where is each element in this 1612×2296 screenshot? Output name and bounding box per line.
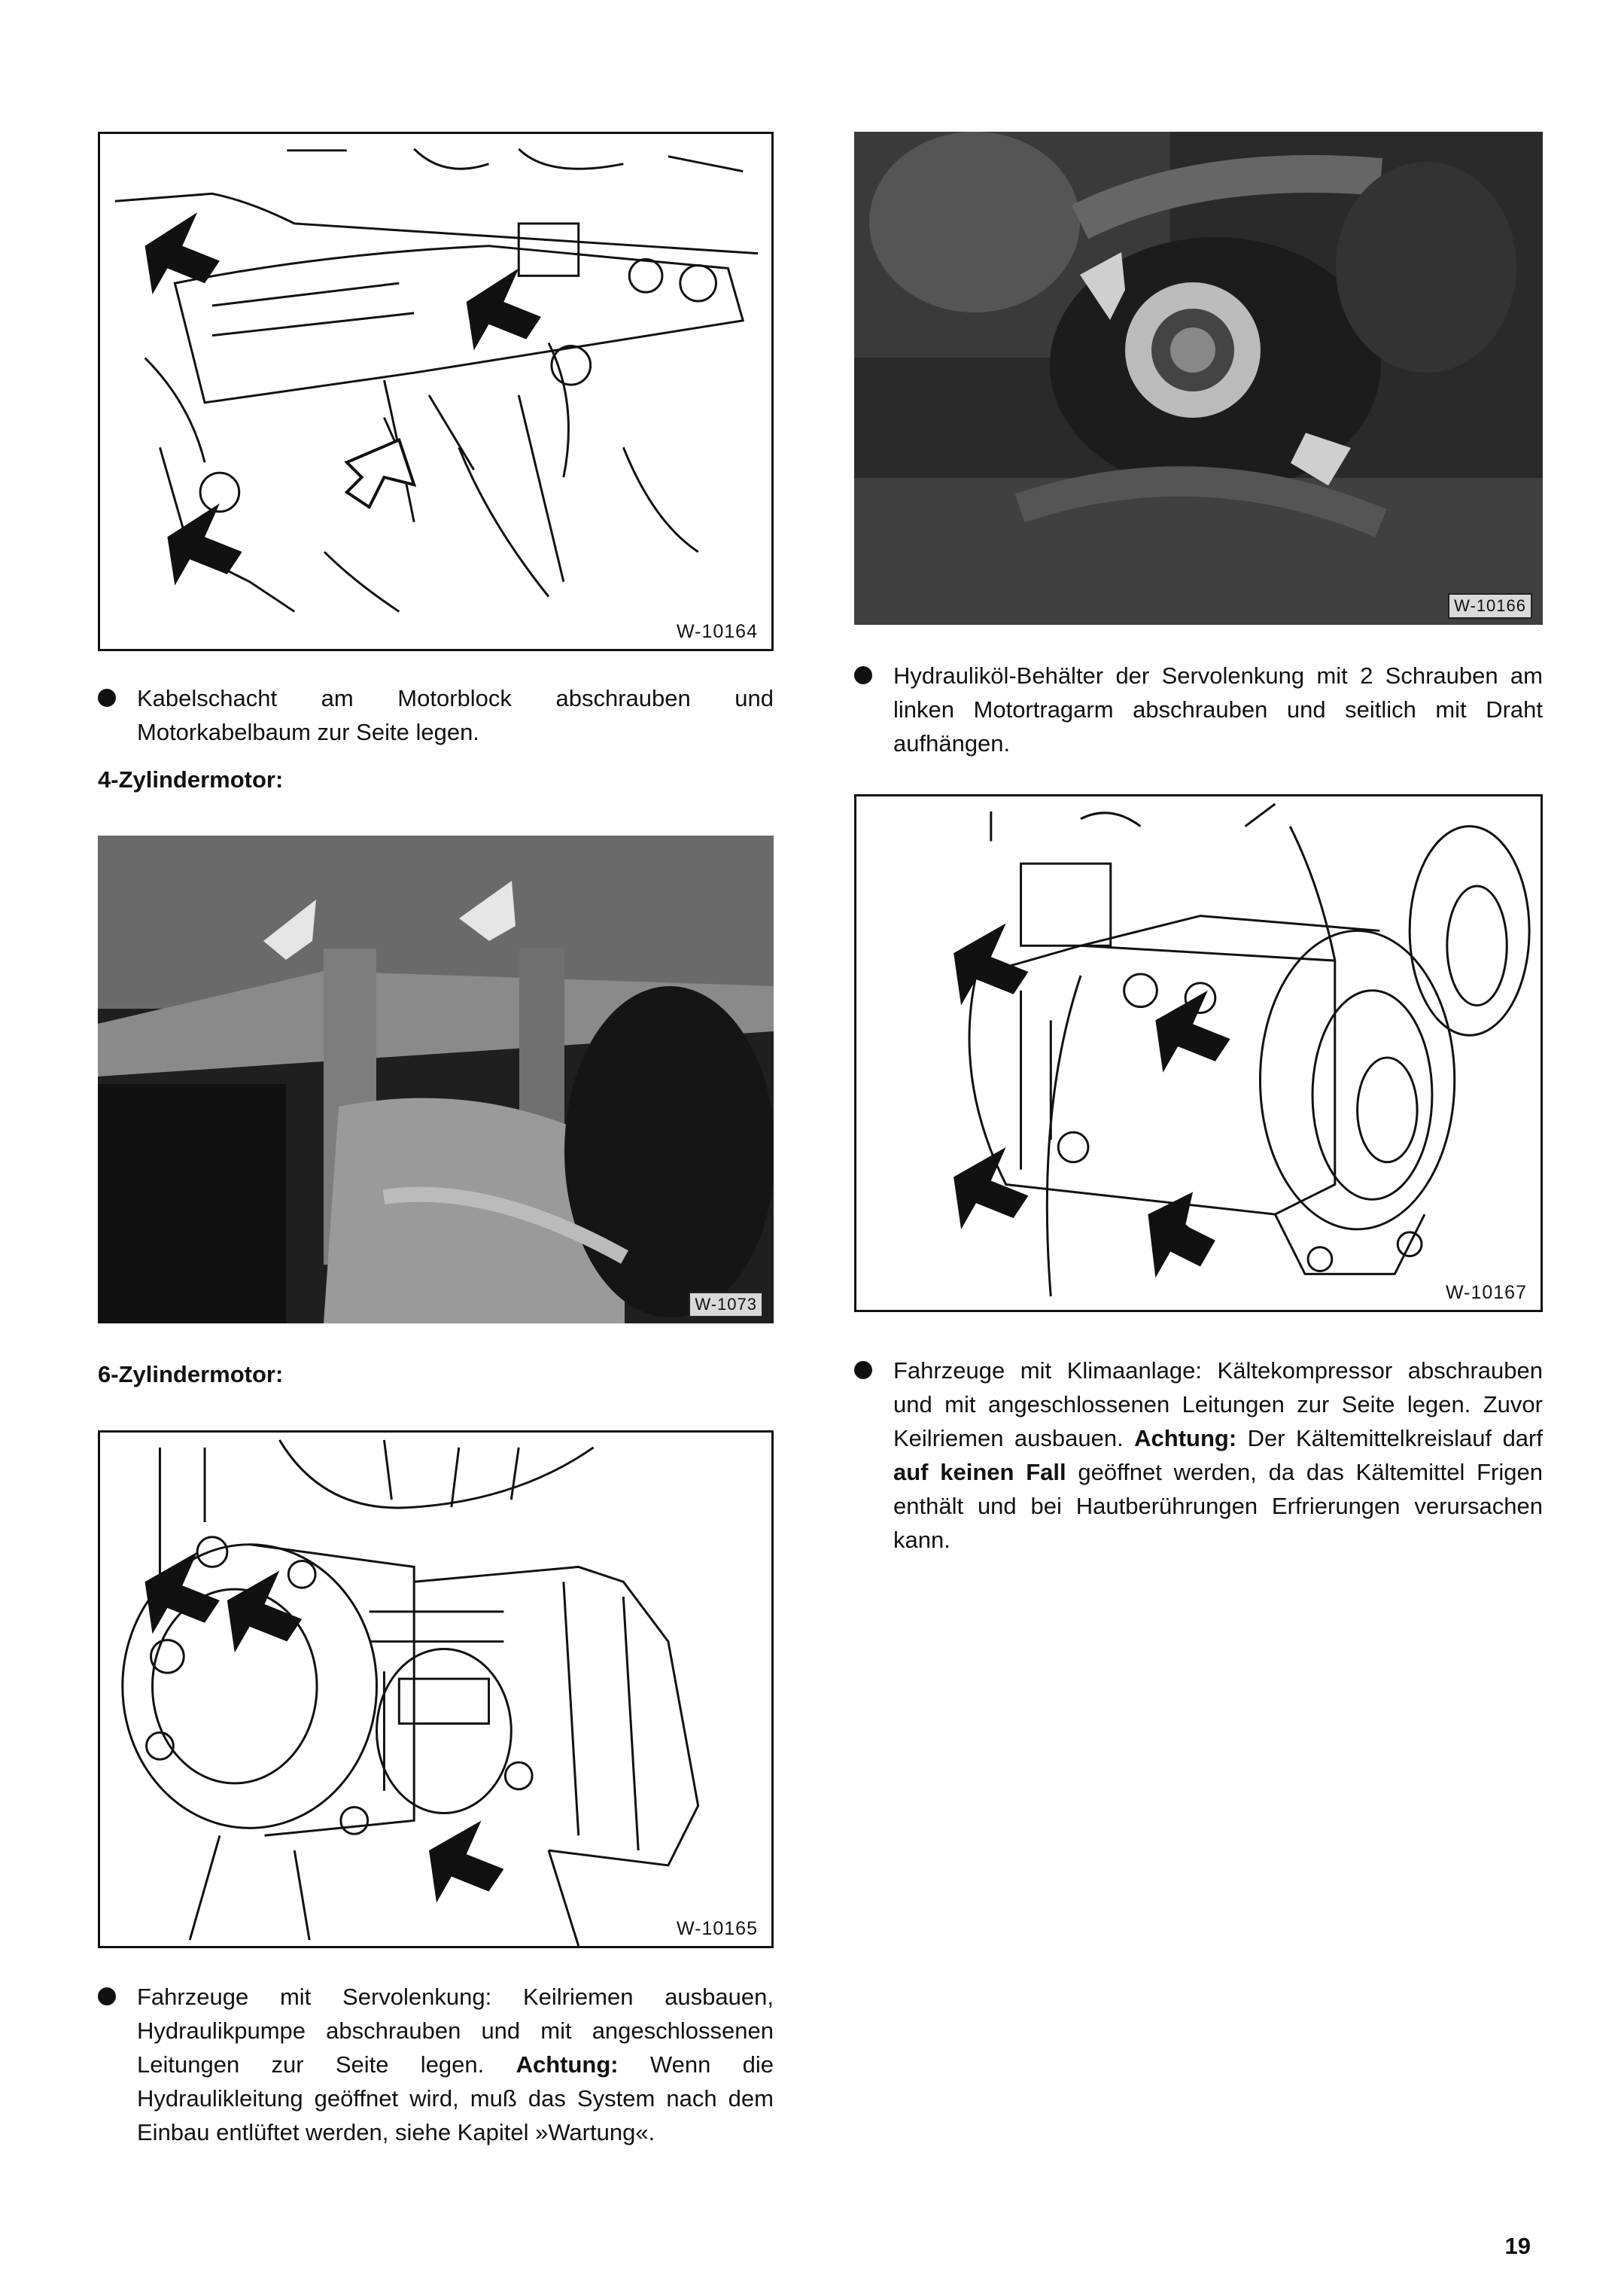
instruction-power-steering	[98, 1980, 774, 2149]
instruction-text: geöffnet werden, da das Kältemittel Frigen enthält und bei Hautberührungen Erfrierungen verursachen kann.	[893, 1459, 1543, 1553]
bullet-icon	[98, 689, 116, 707]
cable-duct-drawing	[100, 134, 771, 649]
warning-label: Achtung:	[1134, 1425, 1237, 1451]
heading-6-cylinder: 6-Zylindermotor:	[98, 1361, 284, 1387]
instruction-ac-compressor	[854, 1354, 1543, 1557]
figure-w10166	[854, 132, 1543, 625]
power-steering-pump-drawing	[100, 1433, 771, 1946]
hydraulic-reservoir-photo	[854, 132, 1543, 625]
heading-4-cylinder: 4-Zylindermotor:	[98, 766, 284, 793]
bullet-icon	[98, 1987, 116, 2005]
instruction-text: Der Kältemittelkreislauf darf	[1236, 1425, 1543, 1451]
figure-code: W-10165	[674, 1918, 761, 1940]
instruction-text: Wenn die Hydraulikleitung geöffnet wird, muß das System nach dem Einbau entlüftet werden, siehe Kapitel »Wartung«.	[137, 2051, 774, 2145]
figure-code: W-10166	[1448, 593, 1532, 619]
page-number: 19	[1504, 2233, 1531, 2259]
figure-w10165	[98, 1430, 774, 1948]
instruction-cable-duct	[98, 681, 774, 749]
figure-code: W-10164	[674, 621, 761, 643]
figure-w10167	[854, 794, 1543, 1312]
warning-label: Achtung:	[516, 2051, 619, 2078]
figure-w10164	[98, 132, 774, 651]
figure-w1073	[98, 836, 774, 1323]
figure-code: W-10167	[1443, 1282, 1530, 1304]
emphasis-text: auf keinen Fall	[893, 1459, 1066, 1485]
instruction-text: Fahrzeuge mit Klimaanlage: Kältekompressor abschrauben und mit angeschlossenen Leitungen zur Seite legen. Zuvor Keilriemen ausbauen.	[893, 1357, 1543, 1451]
ac-compressor-drawing	[856, 796, 1541, 1310]
instruction-hydraulic-reservoir	[854, 659, 1543, 760]
figure-code: W-1073	[689, 1292, 763, 1317]
instruction-text: Fahrzeuge mit Servolenkung: Keilriemen ausbauen, Hydraulikpumpe abschrauben und mit angeschlossenen Leitungen zur Seite legen.	[137, 1984, 774, 2078]
bullet-icon	[854, 1361, 872, 1379]
instruction-text: Kabelschacht am Motorblock abschrauben und Motorkabelbaum zur Seite legen.	[137, 685, 774, 745]
bullet-icon	[854, 666, 872, 684]
instruction-text: Hydrauliköl-Behälter der Servolenkung mit 2 Schrauben am linken Motortragarm abschrauben und seitlich mit Draht aufhängen.	[893, 662, 1543, 757]
engine-mount-photo	[98, 836, 774, 1323]
